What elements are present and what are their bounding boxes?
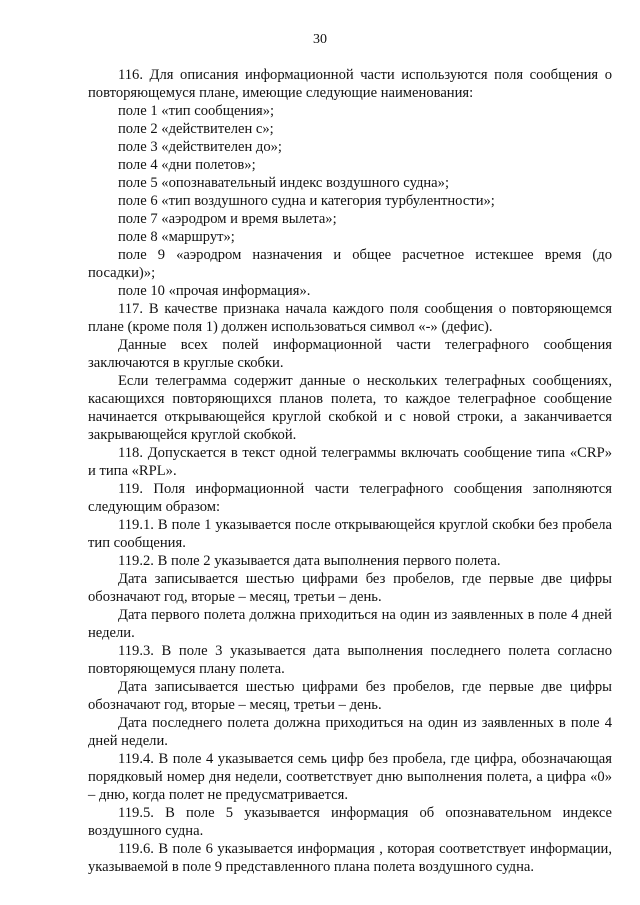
field-list-item: поле 1 «тип сообщения»; [118, 103, 275, 119]
paragraph: 116. Для описания информационной части используются поля сообщения о повторяющемуся плане, имеющие следующие наименования: [88, 67, 612, 101]
field-list-item: поле 2 «действителен с»; [118, 121, 274, 137]
paragraph: Дата записывается шестью цифрами без пробелов, где первые две цифры обозначают год, вторые – месяц, третьи – день. [88, 679, 612, 713]
paragraph: Дата записывается шестью цифрами без пробелов, где первые две цифры обозначают год, вторые – месяц, третьи – день. [88, 571, 612, 605]
paragraph: 119. Поля информационной части телеграфного сообщения заполняются следующим образом: [88, 481, 612, 515]
field-list-item: поле 10 «прочая информация». [118, 283, 311, 299]
paragraph: 119.3. В поле 3 указывается дата выполнения последнего полета согласно повторяющемуся плану полета. [88, 643, 612, 677]
page-number: 30 [313, 32, 327, 47]
paragraph: 119.1. В поле 1 указывается после открывающейся круглой скобки без пробела тип сообщения. [88, 517, 612, 551]
field-list-item: поле 8 «маршрут»; [118, 229, 235, 245]
paragraph: 117. В качестве признака начала каждого поля сообщения о повторяющемся плане (кроме поля 1) должен использоваться символ «-» (дефис). [88, 301, 612, 335]
paragraph: 119.2. В поле 2 указывается дата выполнения первого полета. [118, 553, 501, 569]
paragraph: 119.6. В поле 6 указывается информация , которая соответствует информации, указываемой в поле 9 представленного плана полета воздушного судна. [88, 841, 612, 875]
paragraph: Данные всех полей информационной части телеграфного сообщения заключаются в круглые скобки. [88, 337, 612, 371]
field-list-item: поле 7 «аэродром и время вылета»; [118, 211, 337, 227]
paragraph: 119.5. В поле 5 указывается информация об опознавательном индексе воздушного судна. [88, 805, 612, 839]
document-body [88, 66, 612, 876]
field-list-item: поле 4 «дни полетов»; [118, 157, 256, 173]
field-list-item: поле 3 «действителен до»; [118, 139, 282, 155]
paragraph: 118. Допускается в текст одной телеграммы включать сообщение типа «CRP» и типа «RPL». [88, 445, 612, 479]
paragraph: 119.4. В поле 4 указывается семь цифр без пробела, где цифра, обозначающая порядковый номер дня недели, соответствует дню выполнения полета, а цифра «0» – дню, когда полет не предусматривается. [88, 751, 612, 803]
paragraph: Дата первого полета должна приходиться на один из заявленных в поле 4 дней недели. [88, 607, 612, 641]
field-list-item: поле 5 «опознавательный индекс воздушного судна»; [118, 175, 450, 191]
field-list-item: поле 6 «тип воздушного судна и категория турбулентности»; [118, 193, 495, 209]
paragraph: Если телеграмма содержит данные о нескольких телеграфных сообщениях, касающихся повторяющихся планов полета, то каждое телеграфное сообщение начинается открывающейся круглой скобкой и с новой строки, а заканчивается закрывающейся круглой скобкой. [88, 373, 612, 443]
field-list-item: поле 9 «аэродром назначения и общее расчетное истекшее время (до посадки)»; [88, 247, 612, 281]
paragraph: Дата последнего полета должна приходиться на один из заявленных в поле 4 дней недели. [88, 715, 612, 749]
